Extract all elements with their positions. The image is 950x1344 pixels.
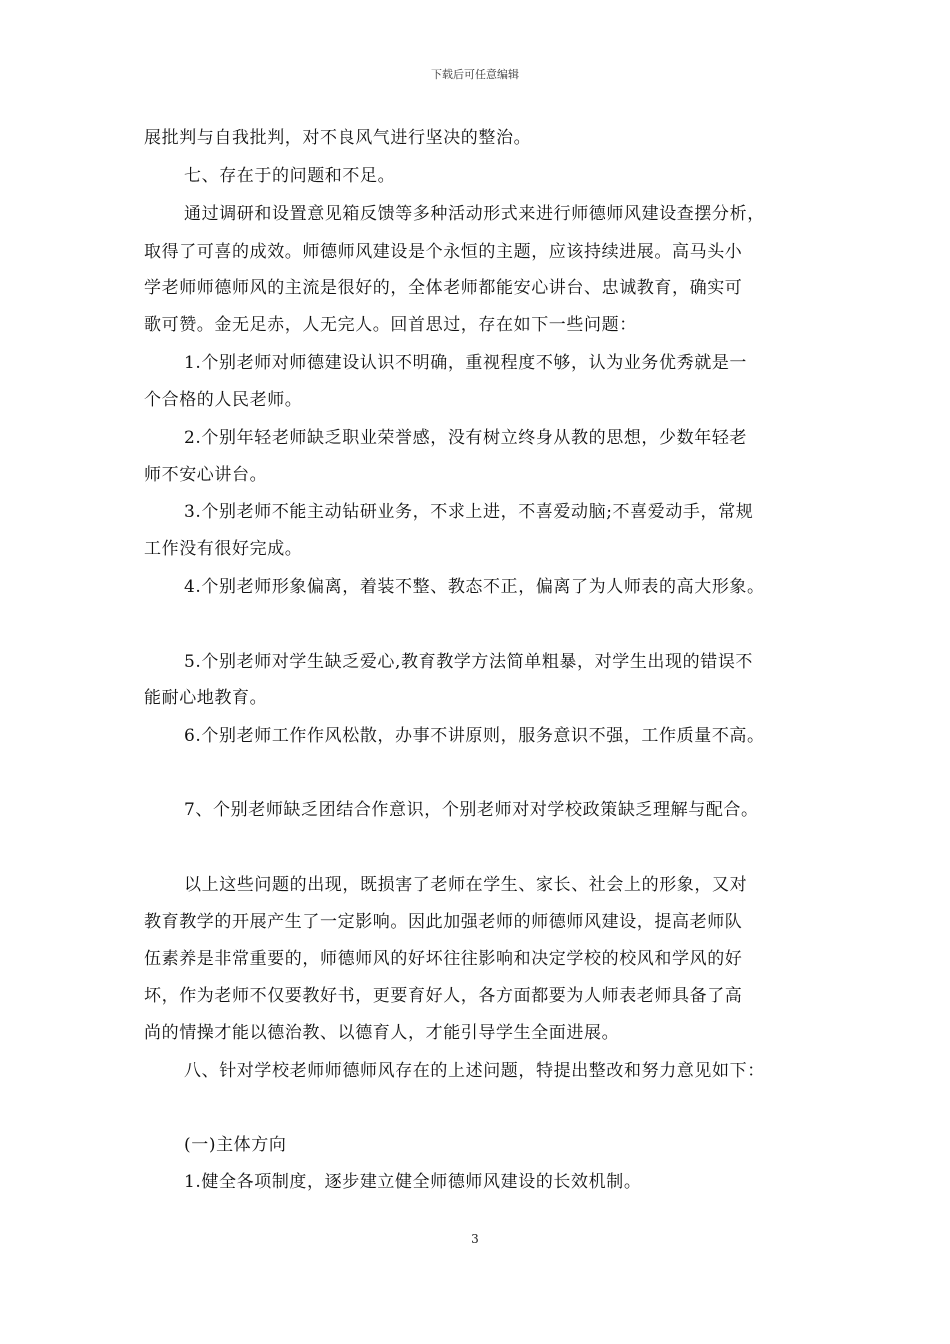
- text-line: 工作没有很好完成。: [144, 539, 303, 559]
- text-line: 能耐心地教育。: [144, 688, 268, 708]
- list-item: 1.个别老师对师德建设认识不明确，重视程度不够，认为业务优秀就是一: [184, 353, 748, 373]
- text-line: 坏，作为老师不仅要教好书，更要育好人，各方面都要为人师表老师具备了高: [144, 986, 743, 1006]
- text-line: 以上这些问题的出现，既损害了老师在学生、家长、社会上的形象，又对: [184, 875, 748, 895]
- list-item: 7、个别老师缺乏团结合作意识，个别老师对对学校政策缺乏理解与配合。: [184, 800, 759, 820]
- text-line: 展批判与自我批判，对不良风气进行坚决的整治。: [144, 128, 532, 148]
- text-line: 师不安心讲台。: [144, 465, 268, 485]
- text-line: 教育教学的开展产生了一定影响。因此加强老师的师德师风建设，提高老师队: [144, 912, 743, 932]
- text-line: 学老师师德师风的主流是很好的，全体老师都能安心讲台、忠诚教育，确实可: [144, 278, 743, 298]
- section-heading: 七、存在于的问题和不足。: [184, 166, 396, 186]
- list-item: 1.健全各项制度，逐步建立健全师德师风建设的长效机制。: [184, 1172, 642, 1192]
- text-line: 尚的情操才能以德治教、以德育人，才能引导学生全面进展。: [144, 1023, 620, 1043]
- subsection-heading: (一)主体方向: [184, 1135, 287, 1155]
- list-item: 6.个别老师工作作风松散，办事不讲原则，服务意识不强，工作质量不高。: [184, 726, 765, 746]
- list-item: 3.个别老师不能主动钻研业务，不求上进，不喜爱动脑;不喜爱动手，常规: [184, 502, 754, 522]
- list-item: 5.个别老师对学生缺乏爱心,教育教学方法简单粗暴，对学生出现的错误不: [184, 652, 754, 672]
- text-line: 伍素养是非常重要的，师德师风的好坏往往影响和决定学校的校风和学风的好: [144, 949, 743, 969]
- text-line: 歌可赞。金无足赤，人无完人。回首思过，存在如下一些问题：: [144, 315, 637, 335]
- text-line: 个合格的人民老师。: [144, 390, 303, 410]
- page-number: 3: [471, 1232, 479, 1246]
- list-item: 4.个别老师形象偏离，着装不整、教态不正，偏离了为人师表的高大形象。: [184, 577, 765, 597]
- page-header: 下载后可任意编辑: [431, 68, 519, 81]
- section-heading: 八、针对学校老师师德师风存在的上述问题，特提出整改和努力意见如下：: [184, 1061, 765, 1081]
- list-item: 2.个别年轻老师缺乏职业荣誉感，没有树立终身从教的思想，少数年轻老: [184, 428, 748, 448]
- text-line: 通过调研和设置意见箱反馈等多种活动形式来进行师德师风建设查摆分析，: [184, 204, 765, 224]
- text-line: 取得了可喜的成效。师德师风建设是个永恒的主题，应该持续进展。高马头小: [144, 242, 743, 262]
